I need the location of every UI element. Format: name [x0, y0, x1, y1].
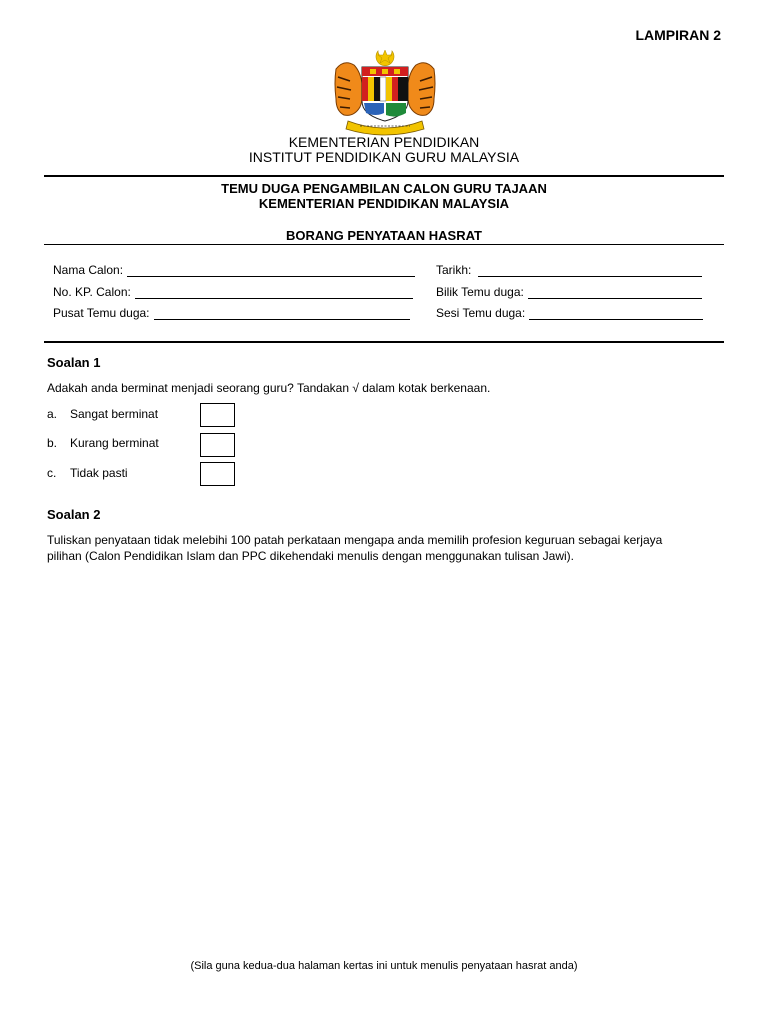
- fields-divider: [44, 341, 724, 343]
- option-a-checkbox[interactable]: [200, 403, 235, 427]
- option-c-letter: c.: [47, 466, 57, 480]
- tarikh-input[interactable]: [478, 264, 702, 277]
- form-heading-line2: KEMENTERIAN PENDIDIKAN MALAYSIA: [258, 196, 510, 211]
- pusat-label: Pusat Temu duga:: [53, 306, 150, 320]
- no-kp-label: No. KP. Calon:: [53, 285, 131, 299]
- bilik-input[interactable]: [528, 286, 702, 299]
- title-divider: [44, 244, 724, 245]
- option-b-letter: b.: [47, 436, 58, 450]
- sesi-field: [436, 306, 703, 320]
- institute-name: INSTITUT PENDIDIKAN GURU MALAYSIA: [248, 149, 520, 165]
- pusat-input[interactable]: [154, 307, 410, 320]
- ministry-name: KEMENTERIAN PENDIDIKAN: [288, 134, 480, 150]
- sesi-label: Sesi Temu duga:: [436, 306, 526, 320]
- bilik-label: Bilik Temu duga:: [436, 285, 524, 299]
- nama-calon-label: Nama Calon:: [53, 263, 124, 277]
- soalan-2-line-2: pilihan (Calon Pendidikan Islam dan PPC dikehendaki menulis dengan menggunakan tulisan Jawi).: [47, 549, 574, 563]
- tarikh-label: Tarikh:: [436, 263, 472, 277]
- nama-calon-field: [53, 263, 415, 277]
- footer-note: (Sila guna kedua-dua halaman kertas ini untuk menulis penyataan hasrat anda): [190, 960, 578, 972]
- option-b-label: Kurang berminat: [70, 436, 159, 450]
- form-title: BORANG PENYATAAN HASRAT: [286, 228, 482, 243]
- no-kp-field: [53, 285, 413, 299]
- soalan-2-title: Soalan 2: [47, 507, 101, 522]
- option-c-label: Tidak pasti: [70, 466, 128, 480]
- lampiran-label: LAMPIRAN 2: [635, 27, 721, 43]
- sesi-input[interactable]: [529, 307, 703, 320]
- pusat-field: [53, 306, 410, 320]
- nama-calon-input[interactable]: [127, 264, 415, 277]
- tarikh-field: [436, 263, 702, 277]
- no-kp-input[interactable]: [135, 286, 413, 299]
- soalan-1-question: Adakah anda berminat menjadi seorang guru? Tandakan √ dalam kotak berkenaan.: [47, 381, 491, 395]
- option-a-label: Sangat berminat: [70, 407, 159, 421]
- option-a-letter: a.: [47, 407, 58, 421]
- option-b-checkbox[interactable]: [200, 433, 235, 457]
- top-divider: [44, 175, 724, 177]
- malaysia-coat-of-arms-icon: [326, 47, 444, 137]
- form-heading-line1: TEMU DUGA PENGAMBILAN CALON GURU TAJAAN: [221, 181, 547, 196]
- soalan-1-title: Soalan 1: [47, 355, 101, 370]
- option-c-checkbox[interactable]: [200, 462, 235, 486]
- soalan-2-line-1: Tuliskan penyataan tidak melebihi 100 patah perkataan mengapa anda memilih profesion keguruan sebagai kerjaya: [47, 533, 663, 547]
- bilik-field: [436, 285, 702, 299]
